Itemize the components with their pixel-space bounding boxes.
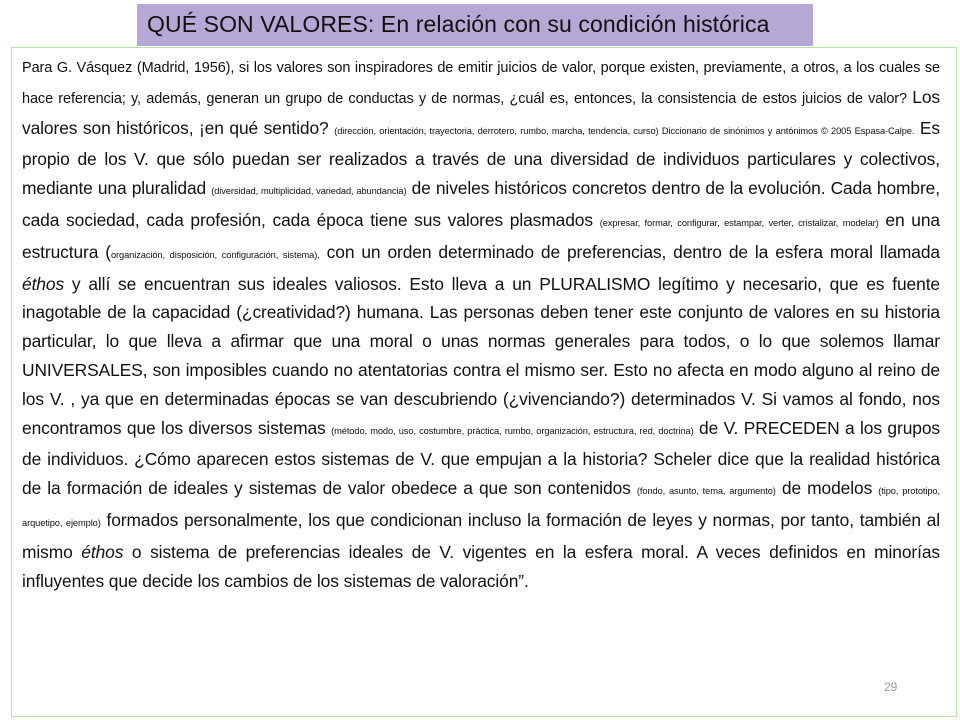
text-segment: éthos [81,541,124,562]
body-paragraph [22,52,940,595]
text-segment: (expresar, formar, configurar, estampar, verter, cristalizar, modelar) [599,217,879,228]
slide-title-banner [137,4,813,46]
page-number: 29 [884,680,898,694]
text-segment: (tipo, prototipo, arquetipo, ejemplo) [22,486,940,528]
text-segment: éthos [22,273,65,294]
text-segment: con un orden determinado de preferencias, dentro de la esfera moral llamada [319,241,941,262]
text-segment: organización, disposición, configuración, sistema), [110,249,320,260]
text-segment: de modelos [775,478,879,499]
slide-title: QUÉ SON VALORES: En relación con su condición histórica [147,11,770,37]
text-segment: (fondo, asunto, tema, argumento) [636,486,776,497]
text-segment: Para G. Vásquez (Madrid, 1956), si los valores son inspiradores de emitir juicios de valor, porque existen, previamente, a otros, a los cuales se hace referencia; y, además, generan un grupo de conductas y de normas, ¿cuál es, entonces, la consistencia de estos juicios de valor? [22,60,940,107]
text-segment: Los valores son históricos, ¡en qué sentido? [22,86,940,138]
text-segment: (diversidad, multiplicidad, variedad, abundancia) [211,186,407,197]
text-segment: de niveles históricos concretos dentro de la evolución. Cada hombre, cada sociedad, cada profesión, cada época tiene sus valores plasmados [22,178,940,230]
text-segment: o sistema de preferencias ideales de V. vigentes en la esfera moral. A veces definidos en minorías influyentes que decide los cambios de los sistemas de valoración”. [22,541,941,591]
text-segment: y allí se encuentran sus ideales valiosos. Esto lleva a un PLURALISMO legítimo y necesario, que es fuente inagotable de la capacidad (¿creatividad?) humana. Las personas deben tener este conjunto de valores en su historia particular, lo que lleva a afirmar que una moral o unas normas generales para todos, o lo que solemos llamar UNIVERSALES, son imposibles cuando no atentatorias contra el mismo ser. Esto no afecta en modo alguno al reino de los V. , ya que en determinadas épocas se van descubriendo (¿vivenciando?) determinados V. Si vamos al fondo, nos encontramos que los diversos sistemas [22,273,940,438]
text-segment: (dirección, orientación, trayectoria, derrotero, rumbo, marcha, tendencia, curso) Diccionario de sinónimos y antónimos © 2005 Espasa-Calpe. [334,125,915,136]
text-segment: Es propio de los V. que sólo puedan ser realizados a través de una diversidad de individuos particulares y colectivos, mediante una pluralidad [22,117,940,199]
text-segment: de V. PRECEDEN a los grupos de individuos. ¿Cómo aparecen estos sistemas de V. que empujan a la historia? Scheler dice que la realidad histórica de la formación de ideales y sistemas de valor obedece a que son contenidos [22,417,941,499]
text-segment: en una estructura ( [22,209,940,262]
text-segment: formados personalmente, los que condicionan incluso la formación de leyes y normas, por tanto, también al mismo [22,509,940,562]
text-segment: (método, modo, uso, costumbre, práctica, rumbo, organización, estructura, red, doctrina) [331,425,694,436]
